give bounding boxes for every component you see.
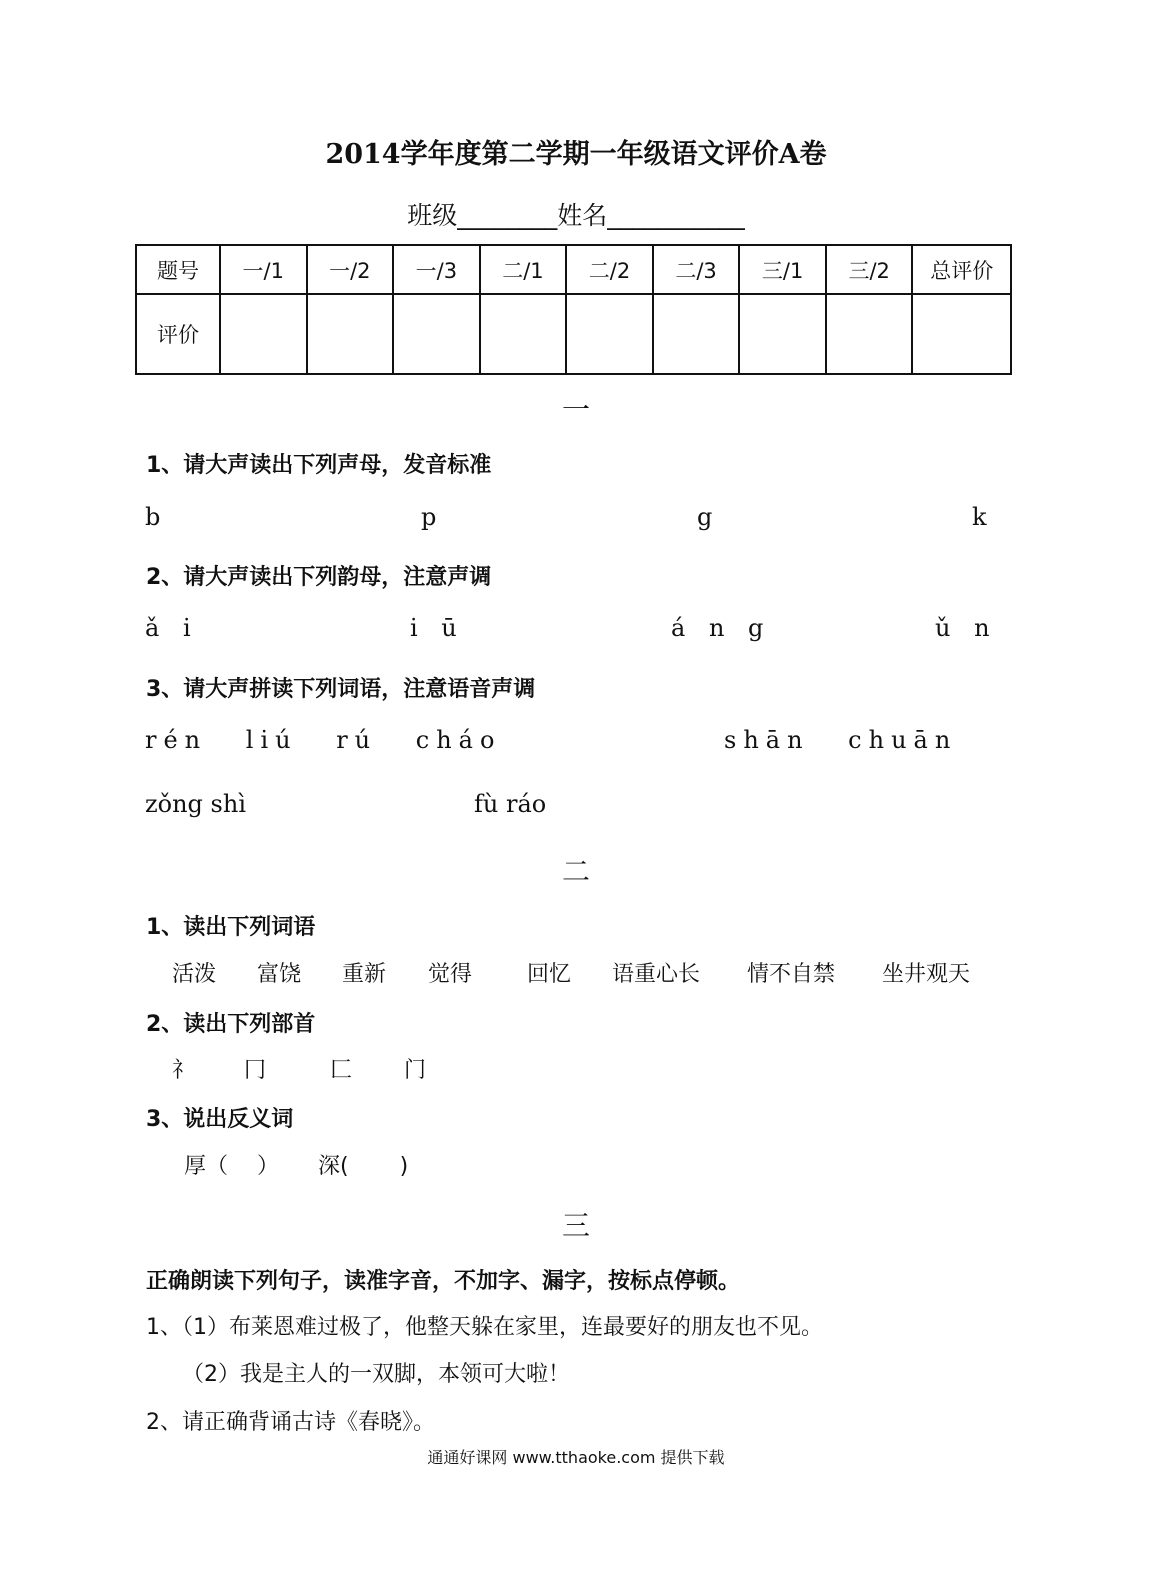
- final-item: i ū: [410, 614, 465, 642]
- header-cell: 三/2: [826, 245, 913, 294]
- radical-item: 礻: [172, 1058, 195, 1083]
- header-cell: 二/3: [653, 245, 740, 294]
- poem-task: 2、请正确背诵古诗《春晓》。: [146, 1410, 435, 1435]
- header-cell: 二/1: [480, 245, 567, 294]
- initial-item: p: [421, 503, 437, 531]
- score-cell: [912, 294, 1011, 374]
- header-cell: 一/3: [393, 245, 480, 294]
- score-cell: [393, 294, 480, 374]
- footer-source: 通通好课网 www.tthaoke.com 提供下载: [427, 1448, 725, 1467]
- word-item: 富饶: [257, 962, 302, 987]
- s2-q3-label: 3、说出反义词: [146, 1107, 294, 1132]
- header-cell: 三/1: [739, 245, 826, 294]
- initial-item: b: [145, 503, 161, 531]
- class-name-line: 班级________姓名___________: [407, 201, 745, 230]
- word-item: 情不自禁: [747, 962, 836, 987]
- score-cell: [653, 294, 740, 374]
- score-cell: [220, 294, 307, 374]
- initial-item: g: [697, 503, 713, 531]
- sentence-1: 1、（1）布莱恩难过极了，他整天躲在家里，连最要好的朋友也不见。: [146, 1315, 823, 1340]
- pinyin-word: fù ráo: [474, 790, 547, 818]
- score-table: [135, 244, 1012, 375]
- score-table-header-row: [136, 245, 1011, 294]
- header-cell: 二/2: [566, 245, 653, 294]
- page-title: 2014学年度第二学期一年级语文评价A卷: [325, 139, 827, 170]
- word-item: 语重心长: [612, 962, 701, 987]
- antonym-item: 深( ): [318, 1154, 409, 1179]
- s3-instruction: 正确朗读下列句子，读准字音，不加字、漏字，按标点停顿。: [146, 1269, 741, 1294]
- s1-q1-label: 1、请大声读出下列声母，发音标准: [146, 453, 492, 478]
- section-2-heading: 二: [561, 855, 590, 888]
- final-item: ǎ i: [145, 614, 199, 642]
- score-cell: [826, 294, 913, 374]
- radical-item: 匚: [330, 1058, 353, 1083]
- score-cell: [566, 294, 653, 374]
- pinyin-word: rén liú rú cháo: [145, 726, 502, 754]
- s2-q1-label: 1、读出下列词语: [146, 915, 316, 940]
- radical-item: 冂: [244, 1058, 267, 1083]
- header-cell: 总评价: [912, 245, 1011, 294]
- word-item: 重新: [342, 962, 387, 987]
- s1-q2-label: 2、请大声读出下列韵母，注意声调: [146, 565, 492, 590]
- eval-label-cell: 评价: [136, 294, 220, 374]
- section-3-heading: 三: [561, 1209, 590, 1242]
- s2-q2-label: 2、读出下列部首: [146, 1012, 316, 1037]
- radical-item: 门: [404, 1058, 427, 1083]
- score-cell: [739, 294, 826, 374]
- header-cell: 题号: [136, 245, 220, 294]
- pinyin-word: zǒng shì: [145, 790, 246, 818]
- score-cell: [307, 294, 394, 374]
- final-item: ǔ n: [935, 614, 998, 642]
- header-cell: 一/2: [307, 245, 394, 294]
- word-item: 活泼: [172, 962, 217, 987]
- score-cell: [480, 294, 567, 374]
- word-item: 觉得: [428, 962, 473, 987]
- word-item: 坐井观天: [882, 962, 971, 987]
- final-item: á n g: [671, 614, 772, 642]
- score-table-eval-row: [136, 294, 1011, 374]
- section-1-heading: 一: [561, 393, 590, 426]
- initial-item: k: [972, 503, 987, 531]
- antonym-item: 厚（ ）: [184, 1154, 279, 1179]
- word-item: 回忆: [527, 962, 572, 987]
- pinyin-word: shān chuān: [724, 726, 958, 754]
- sentence-2: （2）我是主人的一双脚，本领可大啦！: [182, 1362, 570, 1387]
- header-cell: 一/1: [220, 245, 307, 294]
- s1-q3-label: 3、请大声拼读下列词语，注意语音声调: [146, 677, 536, 702]
